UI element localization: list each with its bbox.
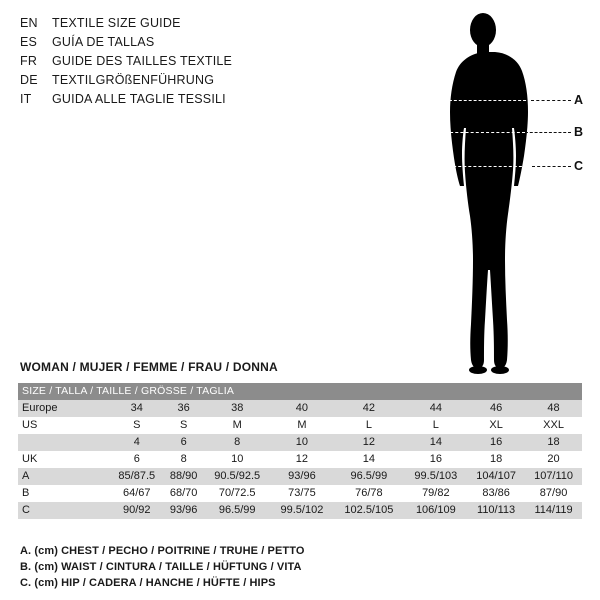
measure-label-a: A xyxy=(574,93,584,107)
cell: 46 xyxy=(467,400,525,417)
cell: 6 xyxy=(164,434,204,451)
cell: 10 xyxy=(271,434,334,451)
cell: S xyxy=(164,417,204,434)
cell: 12 xyxy=(333,434,404,451)
cell: S xyxy=(110,417,164,434)
size-table xyxy=(18,383,582,519)
language-code: ES xyxy=(20,35,38,49)
cell: 68/70 xyxy=(164,485,204,502)
cell: 14 xyxy=(333,451,404,468)
cell: 99.5/102 xyxy=(271,502,334,519)
hip-measure-line-body xyxy=(438,166,532,167)
table-row xyxy=(18,434,582,451)
language-title: GUIDA ALLE TAGLIE TESSILI xyxy=(52,92,226,106)
measure-label-b: B xyxy=(574,125,584,139)
table-row xyxy=(18,451,582,468)
language-row xyxy=(20,92,350,111)
cell: 70/72.5 xyxy=(204,485,271,502)
cell: XXL xyxy=(525,417,582,434)
row-label: A xyxy=(18,468,110,485)
note-c: C. (cm) HIP / CADERA / HANCHE / HÜFTE / HIPS xyxy=(20,577,276,589)
cell: 96.5/99 xyxy=(333,468,404,485)
chest-measure-line-body xyxy=(439,100,531,101)
table-row xyxy=(18,502,582,519)
cell: 79/82 xyxy=(405,485,468,502)
language-row xyxy=(20,35,350,54)
cell: 8 xyxy=(164,451,204,468)
table-header-row xyxy=(18,383,582,400)
language-title: GUIDE DES TAILLES TEXTILE xyxy=(52,54,233,68)
cell: 44 xyxy=(405,400,468,417)
language-title: TEXTILE SIZE GUIDE xyxy=(52,16,181,30)
cell: 76/78 xyxy=(333,485,404,502)
table-row xyxy=(18,400,582,417)
cell: 38 xyxy=(204,400,271,417)
cell: 18 xyxy=(525,434,582,451)
cell: 18 xyxy=(467,451,525,468)
cell: 102.5/105 xyxy=(333,502,404,519)
cell: 90/92 xyxy=(110,502,164,519)
cell: 20 xyxy=(525,451,582,468)
cell: 99.5/103 xyxy=(405,468,468,485)
row-label xyxy=(18,434,110,451)
row-label: US xyxy=(18,417,110,434)
row-label: C xyxy=(18,502,110,519)
language-code: FR xyxy=(20,54,38,68)
cell: 83/86 xyxy=(467,485,525,502)
cell: 36 xyxy=(164,400,204,417)
cell: L xyxy=(333,417,404,434)
language-title: TEXTILGRÖßENFÜHRUNG xyxy=(52,73,215,87)
cell: M xyxy=(271,417,334,434)
female-silhouette-figure xyxy=(380,8,590,378)
waist-measure-line-body xyxy=(445,132,525,133)
cell: 8 xyxy=(204,434,271,451)
hip-measure-line-lead xyxy=(532,166,571,167)
cell: 88/90 xyxy=(164,468,204,485)
cell: 12 xyxy=(271,451,334,468)
row-label: UK xyxy=(18,451,110,468)
language-code: IT xyxy=(20,92,32,106)
section-caption-woman: WOMAN / MUJER / FEMME / FRAU / DONNA xyxy=(20,360,278,374)
cell: 87/90 xyxy=(525,485,582,502)
cell: 106/109 xyxy=(405,502,468,519)
table-row xyxy=(18,485,582,502)
cell: 90.5/92.5 xyxy=(204,468,271,485)
cell: 93/96 xyxy=(271,468,334,485)
language-row xyxy=(20,54,350,73)
note-a: A. (cm) CHEST / PECHO / POITRINE / TRUHE / PETTO xyxy=(20,545,305,557)
cell: 6 xyxy=(110,451,164,468)
woman-silhouette-icon xyxy=(380,8,590,378)
waist-measure-line-lead xyxy=(525,132,571,133)
cell: 4 xyxy=(110,434,164,451)
cell: 14 xyxy=(405,434,468,451)
table-header-label: SIZE / TALLA / TAILLE / GRÖSSE / TAGLIA xyxy=(22,385,235,397)
language-row xyxy=(20,16,350,35)
cell: XL xyxy=(467,417,525,434)
cell: 48 xyxy=(525,400,582,417)
cell: 16 xyxy=(405,451,468,468)
row-label: B xyxy=(18,485,110,502)
language-title: GUÍA DE TALLAS xyxy=(52,35,155,49)
cell: 40 xyxy=(271,400,334,417)
cell: 64/67 xyxy=(110,485,164,502)
note-b: B. (cm) WAIST / CINTURA / TAILLE / HÜFTUNG / VITA xyxy=(20,561,302,573)
table-row xyxy=(18,468,582,485)
cell: 34 xyxy=(110,400,164,417)
language-list xyxy=(20,16,350,111)
cell: 110/113 xyxy=(467,502,525,519)
cell: 107/110 xyxy=(525,468,582,485)
row-label: Europe xyxy=(18,400,110,417)
chest-measure-line-lead xyxy=(531,100,571,101)
cell: 42 xyxy=(333,400,404,417)
cell: L xyxy=(405,417,468,434)
cell: 96.5/99 xyxy=(204,502,271,519)
measurement-notes xyxy=(20,543,305,591)
table-row xyxy=(18,417,582,434)
language-code: DE xyxy=(20,73,38,87)
cell: 93/96 xyxy=(164,502,204,519)
language-row xyxy=(20,73,350,92)
cell: 104/107 xyxy=(467,468,525,485)
measure-label-c: C xyxy=(574,159,584,173)
cell: 85/87.5 xyxy=(110,468,164,485)
cell: 10 xyxy=(204,451,271,468)
language-code: EN xyxy=(20,16,38,30)
cell: 114/119 xyxy=(525,502,582,519)
cell: M xyxy=(204,417,271,434)
cell: 73/75 xyxy=(271,485,334,502)
cell: 16 xyxy=(467,434,525,451)
